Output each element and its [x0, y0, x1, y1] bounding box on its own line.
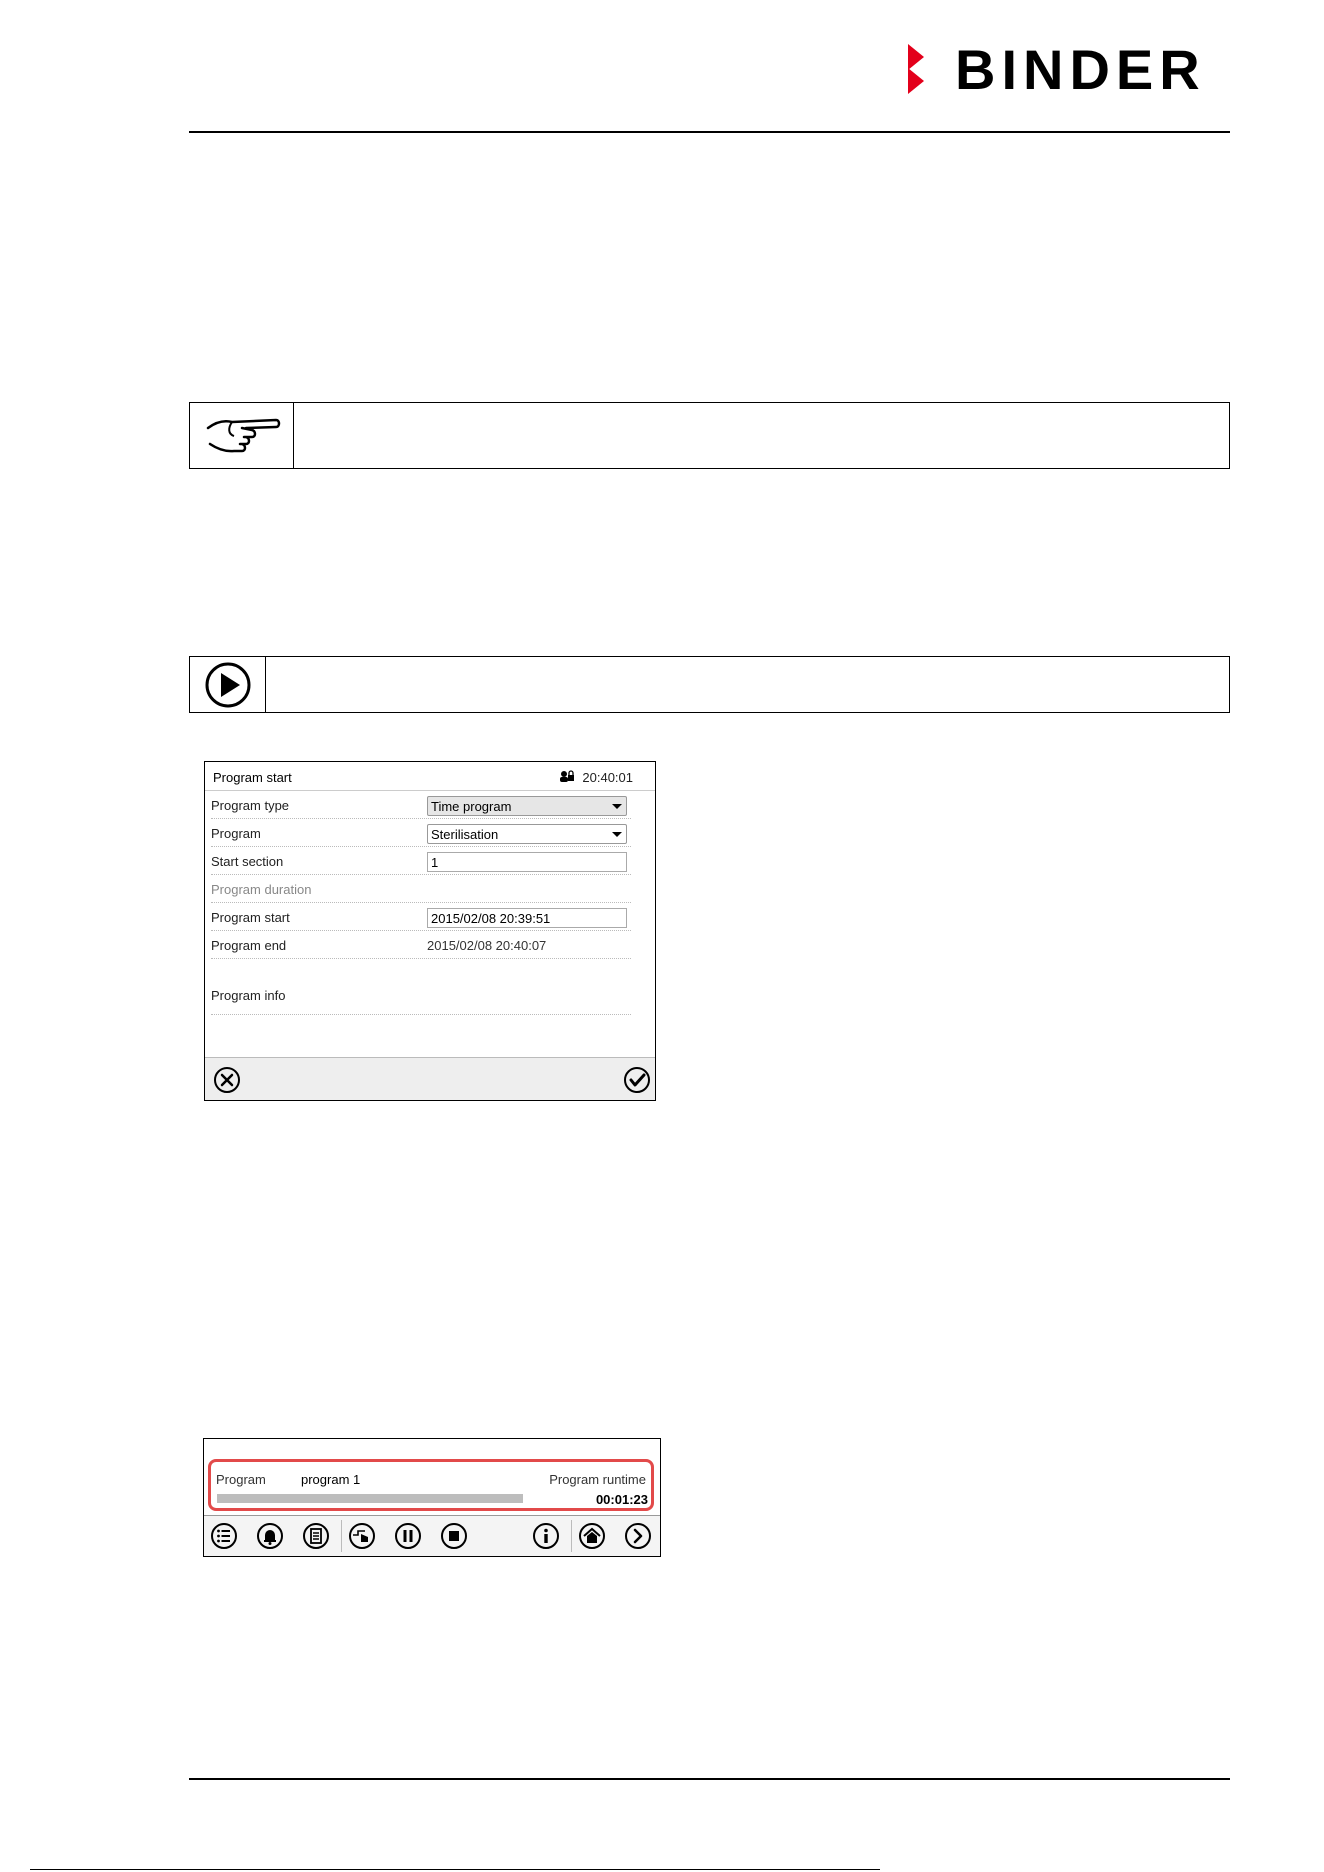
dialog-title: Program start: [213, 770, 292, 785]
action-box: [189, 656, 1230, 713]
info-icon[interactable]: [532, 1522, 560, 1550]
row-program-duration: [211, 874, 631, 903]
menu-list-icon[interactable]: [210, 1522, 238, 1550]
clock-time: 20:40:01: [582, 770, 633, 785]
note-icon-cell: [190, 403, 294, 468]
row-label: Program end: [211, 938, 287, 953]
row-program: [211, 818, 631, 847]
program-end-value: 2015/02/08 20:40:07: [427, 938, 547, 953]
binder-logo-icon: [908, 44, 932, 94]
stop-icon[interactable]: [440, 1522, 468, 1550]
chevron-down-icon: [612, 832, 622, 837]
home-icon[interactable]: [578, 1522, 606, 1550]
close-icon[interactable]: [213, 1066, 241, 1094]
runtime-value: 00:01:23: [595, 1492, 648, 1507]
select-value: Sterilisation: [431, 827, 499, 842]
row-label: Start section: [211, 854, 284, 869]
row-program-info: [211, 958, 631, 1015]
row-label: Program start: [211, 910, 290, 925]
row-program-start: [211, 902, 631, 931]
toolbar-separator: [571, 1520, 572, 1552]
confirm-check-icon[interactable]: [623, 1066, 651, 1094]
header-divider: [189, 131, 1230, 133]
pause-icon[interactable]: [394, 1522, 422, 1550]
program-label: Program: [216, 1472, 266, 1487]
row-label: Program type: [211, 798, 290, 813]
row-label: Program info: [211, 988, 286, 1003]
program-select[interactable]: [427, 824, 627, 844]
program-status-panel: [203, 1438, 661, 1557]
program-start-input[interactable]: [427, 908, 627, 928]
footer-divider: [189, 1778, 1230, 1780]
input-value: 2015/02/08 20:39:51: [431, 911, 551, 926]
program-type-select[interactable]: [427, 796, 627, 816]
action-icon-cell: [190, 657, 266, 712]
note-box: [189, 402, 1230, 469]
start-section-input[interactable]: [427, 852, 627, 872]
row-program-type: [211, 790, 631, 819]
row-label: Program: [211, 826, 261, 841]
user-lock-icon: [559, 769, 575, 783]
toolbar-separator: [341, 1520, 342, 1552]
program-name: program 1: [301, 1472, 361, 1487]
brand-name: BINDER: [955, 38, 1206, 101]
chevron-right-icon[interactable]: [624, 1522, 652, 1550]
manual-mode-icon[interactable]: [348, 1522, 376, 1550]
select-value: Time program: [431, 799, 512, 814]
dialog-footer: [205, 1057, 655, 1100]
row-program-end: [211, 930, 631, 959]
input-value: 1: [431, 855, 439, 870]
runtime-label: Program runtime: [549, 1472, 646, 1487]
bottom-toolbar: [204, 1515, 660, 1556]
page-bottom-rule: [30, 1869, 880, 1870]
program-start-dialog: [204, 761, 656, 1101]
row-start-section: [211, 846, 631, 875]
alarm-bell-icon[interactable]: [256, 1522, 284, 1550]
notes-clipboard-icon[interactable]: [302, 1522, 330, 1550]
program-progress-bar: [217, 1494, 523, 1503]
dialog-title-bar: [205, 762, 655, 791]
play-circle-icon: [204, 661, 252, 709]
row-label: Program duration: [211, 882, 312, 897]
pointing-hand-icon: [202, 408, 282, 464]
chevron-down-icon: [612, 804, 622, 809]
